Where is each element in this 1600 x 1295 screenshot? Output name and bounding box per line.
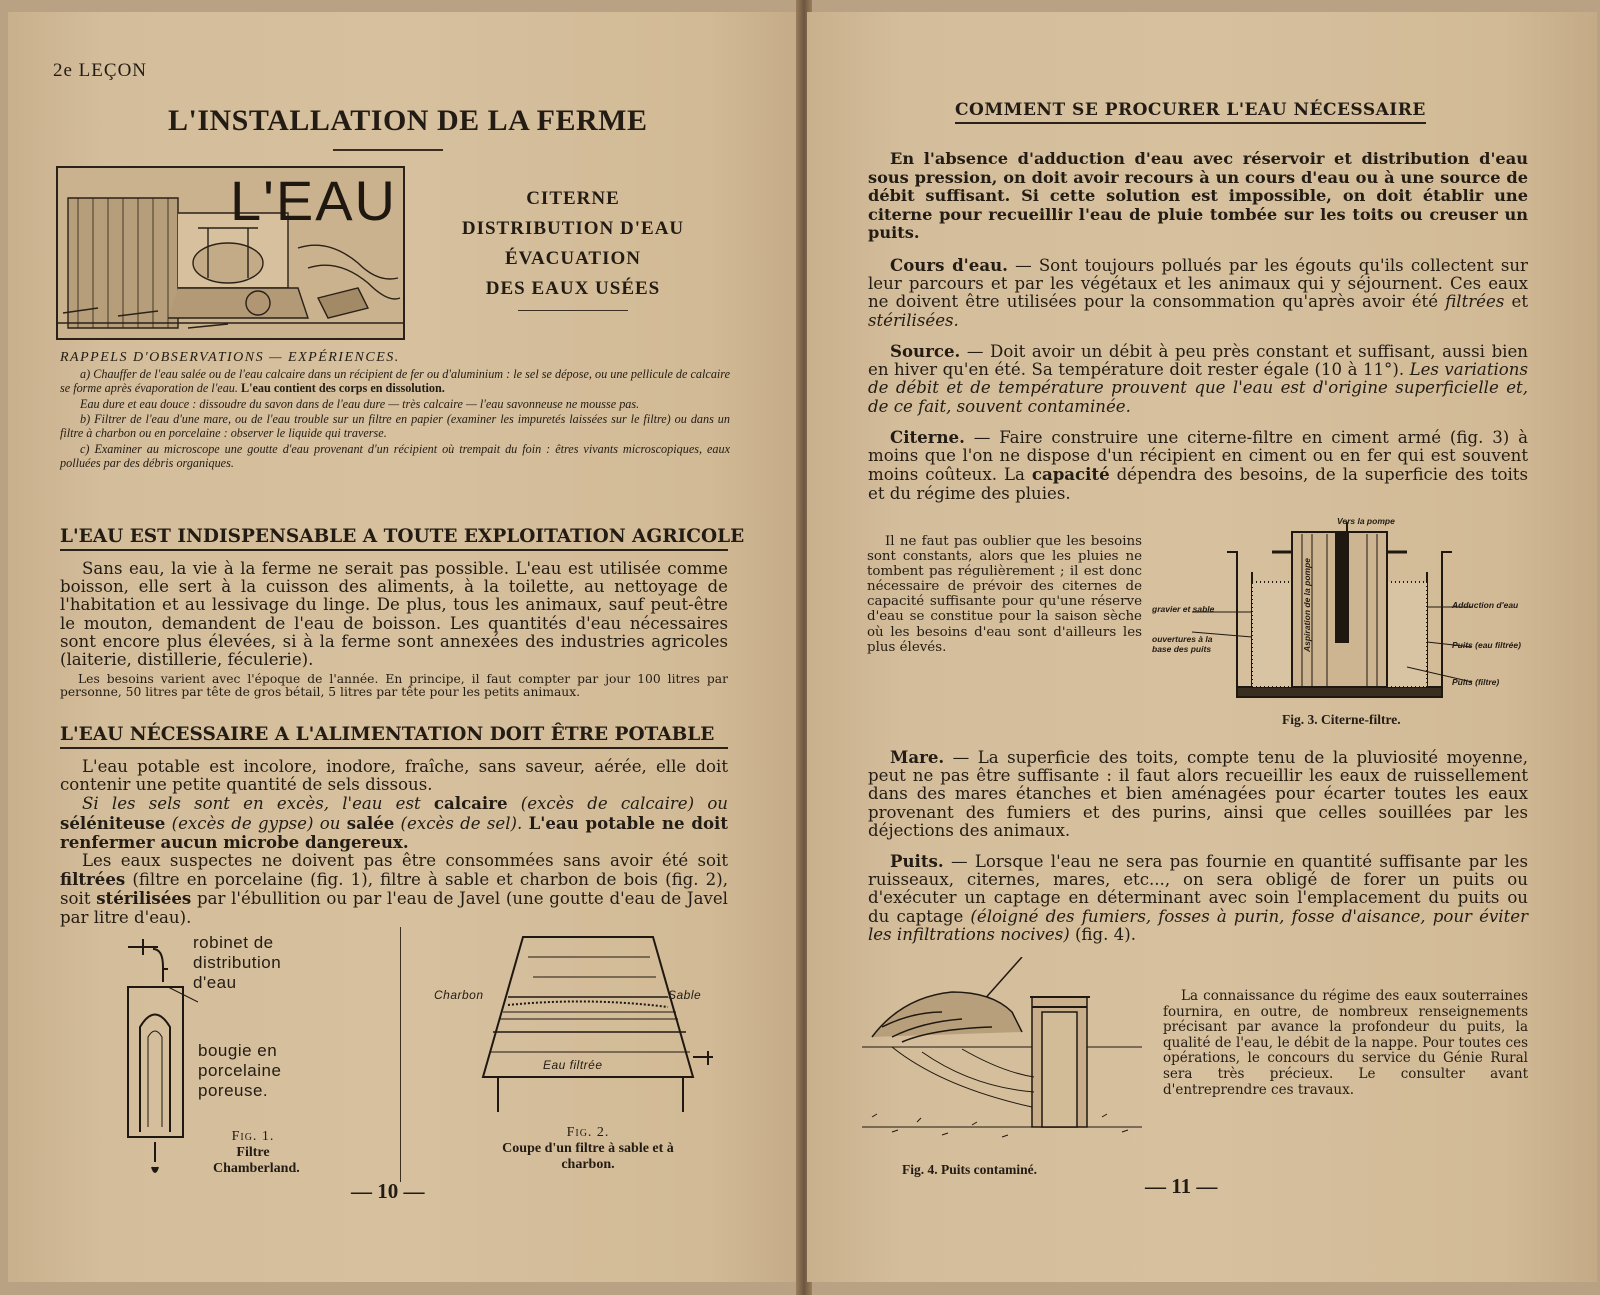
fig3-ouvertures: ouvertures à la base des puits xyxy=(1152,634,1213,654)
sand-charcoal-filter-icon xyxy=(428,927,728,1127)
source-paragraph: Source. — Doit avoir un débit à peu près constant et suffisant, aussi bien en hiver qu'en été. Sa température doit rester égale (10 à 11°). Les variations de débit et de température prouvent que l'eau est d'origine superficielle et, de ce fait, souvent contaminée. xyxy=(868,341,1528,416)
intro-text: En l'absence d'adduction d'eau avec réservoir et distribution d'eau sous pression, on doit avoir recours à un cours d'eau ou à une source de débit suffisant. Si cette solution est impossible, on doit établir une citerne pour recueillir l'eau de pluie tombée sur les toits ou creuser un puits. xyxy=(868,149,1528,243)
page-title: L'INSTALLATION DE LA FERME xyxy=(168,104,648,137)
section-heading-indispensable: L'EAU EST INDISPENSABLE A TOUTE EXPLOITATION AGRICOLE xyxy=(60,526,728,551)
fig2-label-eau: Eau filtrée xyxy=(543,1058,603,1072)
besoins-note: Les besoins varient avec l'époque de l'année. En principe, il faut compter par jour 100 litres par personne, 50 litres par tête de gros bétail, 5 litres par tête pour les petits animaux. xyxy=(60,672,728,700)
fig1-leader-lines xyxy=(163,957,223,1037)
mare-paragraph: Mare. — La superficie des toits, compte tenu de la pluviosité moyenne, peut ne pas être suffisante : il faut alors recueillir les eaux de ruissellement dans des mares étanches et bien aménagées pour écarter toutes les eaux provenant des fumiers et des purins, ainsi que celles souillées par les déjections des animaux. xyxy=(868,747,1528,840)
lesson-label: 2e LEÇON xyxy=(53,60,148,81)
section-heading-potable: L'EAU NÉCESSAIRE A L'ALIMENTATION DOIT ÊTRE POTABLE xyxy=(60,724,728,749)
fig3-puits-filtre: Puits (filtre) xyxy=(1452,677,1500,687)
fig3-caption: Fig. 3. Citerne-filtre. xyxy=(1282,712,1401,727)
topic-distribution: DISTRIBUTION D'EAU xyxy=(461,218,685,239)
fig1-caption: Fig. 1. Filtre Chamberland. xyxy=(213,1129,300,1176)
fig3-adduction: Adduction d'eau xyxy=(1452,600,1519,610)
lesson-topics xyxy=(438,184,708,311)
section-potable-text: L'eau potable est incolore, inodore, fraîche, sans saveur, aérée, elle doit contenir une petite quantité de sels dissous. Si les sels sont en excès, l'eau est calcaire (excès de calcaire) ou séléniteuse (excès de gypse) ou salée (excès de sel). L'eau potable ne doit renfermer aucun microbe dangereux. Les eaux suspectes ne doivent pas être consommées sans avoir été soit filtrées (filtre en porcelaine (fig. 1), filtre à sable et charbon de bois (fig. 2), soit stérilisées par l'ébullition ou par l'eau de Javel (une goutte d'eau de Javel par litre d'eau). xyxy=(60,757,729,927)
right-page xyxy=(807,12,1597,1282)
figure-1-chamberland xyxy=(108,927,398,1187)
page-number-left: — 10 — xyxy=(351,1179,425,1203)
fig2-label-sable: Sable xyxy=(668,988,702,1002)
topics-divider xyxy=(518,310,628,311)
eau-banner-illustration xyxy=(56,166,405,340)
figure-3-citerne-filtre xyxy=(1152,512,1532,732)
fig3-vers-pompe: Vers la pompe xyxy=(1337,516,1395,526)
contaminated-well-icon xyxy=(862,957,1147,1157)
page-number-right: — 11 — xyxy=(1145,1174,1218,1198)
puits-paragraph: Puits. — Lorsque l'eau ne sera pas fournie en quantité suffisante par les ruisseaux, citernes, mares, etc..., on sera obligé de forer un puits ou d'exécuter un captage en déterminant avec soin l'emplacement du puits ou du captage (éloigné des fumiers, fosses à purin, fosse d'aisance, pour éviter les infiltrations nocives) (fig. 4). xyxy=(868,851,1529,944)
topic-citerne: CITERNE xyxy=(526,188,620,209)
rappel-b: b) Filtrer de l'eau d'une mare, ou de l'eau trouble sur un filtre en papier (examiner les impuretés laissées sur le filtre) ou dans un filtre à charbon ou en porcelaine : observer le liquide qui traverse. xyxy=(60,412,730,441)
right-page-heading: COMMENT SE PROCURER L'EAU NÉCESSAIRE xyxy=(955,100,1426,124)
fig3-gravier: gravier et sable xyxy=(1152,604,1215,614)
rappels-heading: RAPPELS D'OBSERVATIONS — EXPÉRIENCES. xyxy=(60,350,400,365)
section-indispensable-text: Sans eau, la vie à la ferme ne serait pas possible. L'eau est utilisée comme boisson, elle sert à la cuisson des aliments, à la toilette, au nettoyage de l'habitation et au lessivage du linge. De plus, tous les animaux, sauf peut-être le mouton, demandent de l'eau de boisson. Les quantités d'eau nécessaires sont encore plus élevées, si à la ferme sont annexées des industries agricoles (laiterie, distillerie, féculerie). xyxy=(60,559,728,670)
rappels-list xyxy=(60,368,730,473)
fig2-caption: Fig. 2. Coupe d'un filtre à sable et à charbon. xyxy=(502,1125,674,1172)
fig1-label-robinet: robinet de distribution d'eau xyxy=(193,933,282,992)
besoins-constants-note: Il ne faut pas oublier que les besoins sont constants, alors que les pluies ne tombent pas régulièrement ; il est donc nécessaire de prévoir des citernes de capacité suffisante pour qu'une réserve d'eau se constitue pour la saison sèche où les besoins d'eau sont d'ailleurs les plus élevés. xyxy=(867,534,1142,655)
rappel-a: a) Chauffer de l'eau salée ou de l'eau calcaire dans un récipient de fer ou d'aluminium : le sel se dépose, ou une pellicule de calcaire se forme après évaporation de l'eau. L'eau contient des corps en dissolution. xyxy=(60,367,730,395)
fig4-caption: Fig. 4. Puits contaminé. xyxy=(902,1162,1037,1177)
figure-divider xyxy=(400,927,401,1182)
cours-deau-paragraph: Cours d'eau. — Sont toujours pollués par les égouts qu'ils collectent sur leur parcours et par les végétaux et les animaux qui y séjournent. Ces eaux ne doivent être utilisées pour la consommation qu'après avoir été filtrées et stérilisées. xyxy=(868,255,1528,330)
fig3-aspiration: Aspiration de la pompe xyxy=(1302,558,1312,652)
citerne-paragraph: Citerne. — Faire construire une citerne-filtre en ciment armé (fig. 3) à moins que l'on ne dispose d'un récipient en ciment ou en fer qui est souvent moins coûteux. La capacité dépendra des besoins, de la superficie des toits et du régime des pluies. xyxy=(868,427,1528,503)
fig3-puits-eau: Puits (eau filtrée) xyxy=(1452,640,1521,650)
topic-evacuation: ÉVACUATION xyxy=(505,248,641,269)
regime-eaux-note: La connaissance du régime des eaux souterraines fournira, en outre, de nombreux renseignements précisant par avance la profondeur du puits, la qualité de l'eau, le débit de la nappe. Pour toutes ces opérations, le concours du service du Génie Rural sera très précieux. Le consulter avant d'entreprendre ces travaux. xyxy=(1163,988,1528,1098)
left-page xyxy=(8,12,803,1282)
topic-eaux-usees: DES EAUX USÉES xyxy=(485,278,661,299)
fig1-label-bougie: bougie en porcelaine poreuse. xyxy=(198,1041,282,1100)
title-divider xyxy=(333,149,443,151)
figure-2-sand-filter xyxy=(428,927,728,1187)
rappel-c: c) Examiner au microscope une goutte d'eau provenant d'un récipient où trempait du foin : êtres vivants microscopiques, eaux polluées par des débris organiques. xyxy=(60,441,730,470)
eau-banner-word: L'EAU xyxy=(230,169,397,232)
rappel-a-2: Eau dure et eau douce : dissoudre du savon dans de l'eau dure — très calcaire — l'eau savonneuse ne mousse pas. xyxy=(80,396,640,411)
fig2-label-charbon: Charbon xyxy=(434,988,484,1002)
